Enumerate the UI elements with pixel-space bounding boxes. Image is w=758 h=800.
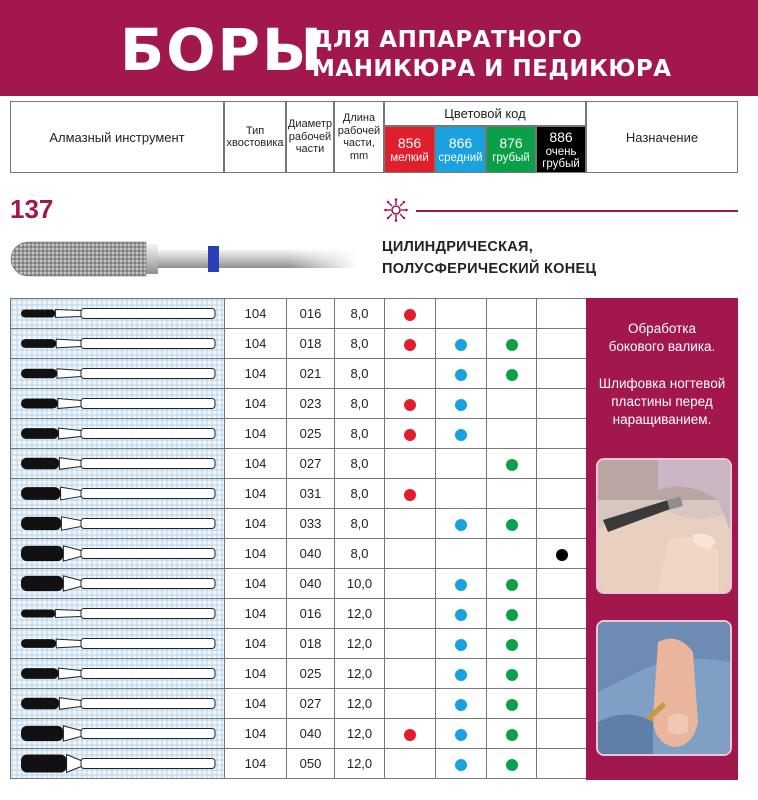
bur-neck [55, 310, 81, 318]
page-subtitle [312, 26, 672, 84]
bur-head [21, 546, 63, 561]
pedicure-photo [596, 620, 732, 756]
length-cell: 8,0 [335, 359, 385, 389]
table-row [11, 599, 587, 629]
bur-head [21, 754, 67, 772]
bur-shaft [81, 399, 215, 409]
purpose-text-2: Шлифовка ногтевой пластины перед наращиванием. [598, 376, 726, 427]
bur-shaft [81, 609, 215, 619]
table-row [11, 569, 587, 599]
grit-dot [404, 429, 416, 441]
bur-neck [58, 398, 81, 408]
bur-drawing [11, 719, 223, 748]
header-instrument [10, 101, 224, 173]
grit-cell-886 [537, 359, 587, 389]
bur-drawing-cell [11, 329, 225, 359]
shank-cell: 104 [225, 689, 287, 719]
table-row [11, 359, 587, 389]
table-row [11, 299, 587, 329]
grit-cell-866 [436, 449, 487, 479]
grit-dot [455, 339, 467, 351]
product-name-line-1: ЦИЛИНДРИЧЕСКАЯ, [382, 239, 534, 255]
bur-shaft [81, 729, 215, 739]
header-length-label: Длина рабочей части, mm [337, 112, 381, 162]
grit-cell-876 [487, 509, 537, 539]
grit-dot [455, 609, 467, 621]
bur-shaft [81, 669, 215, 679]
grit-cell-856 [385, 629, 436, 659]
grit-cell-856 [385, 689, 436, 719]
shank-cell: 104 [225, 719, 287, 749]
header-length [334, 101, 384, 173]
bur-head [21, 487, 61, 500]
grit-cell-856 [385, 299, 436, 329]
grit-cell-876 [487, 599, 537, 629]
table-row [11, 509, 587, 539]
grit-cell-876 [487, 419, 537, 449]
grit-dot [455, 729, 467, 741]
diameter-cell: 023 [287, 389, 335, 419]
bur-table-body [11, 299, 587, 779]
grit-cell-866 [436, 329, 487, 359]
bur-drawing [11, 449, 223, 478]
length-cell: 12,0 [335, 689, 385, 719]
table-row [11, 629, 587, 659]
product-number: 137 [10, 194, 54, 224]
grit-cell-866 [436, 659, 487, 689]
bur-head [21, 458, 59, 470]
grit-dot [404, 309, 416, 321]
bur-drawing [11, 479, 223, 508]
bur-drawing [11, 539, 223, 568]
bur-image [8, 232, 358, 286]
subtitle-line-1: ДЛЯ АППАРАТНОГО [312, 27, 583, 53]
grit-cell-876 [487, 749, 537, 779]
length-cell: 12,0 [335, 719, 385, 749]
color-code-name: очень грубый [542, 146, 580, 170]
grit-cell-876 [487, 329, 537, 359]
bur-drawing [11, 569, 223, 598]
grit-cell-876 [487, 689, 537, 719]
grit-cell-876 [487, 389, 537, 419]
bur-neck [55, 610, 81, 618]
grit-cell-876 [487, 449, 537, 479]
bur-head [21, 668, 59, 679]
bur-head [21, 428, 59, 439]
diameter-cell: 050 [287, 749, 335, 779]
bur-neck [63, 726, 81, 741]
grit-cell-886 [537, 749, 587, 779]
header-instrument-label: Алмазный инструмент [49, 129, 185, 145]
bur-shaft [81, 759, 215, 769]
diameter-cell: 040 [287, 569, 335, 599]
grit-cell-856 [385, 539, 436, 569]
table-row [11, 479, 587, 509]
grit-cell-866 [436, 629, 487, 659]
grit-cell-886 [537, 419, 587, 449]
product-name-line-2: ПОЛУСФЕРИЧЕСКИЙ КОНЕЦ [382, 261, 597, 277]
bur-drawing [11, 419, 223, 448]
diameter-cell: 025 [287, 659, 335, 689]
bur-drawing [11, 749, 223, 778]
shank-cell: 104 [225, 539, 287, 569]
grit-cell-886 [537, 449, 587, 479]
grit-cell-876 [487, 359, 537, 389]
bur-head [21, 726, 63, 741]
bur-drawing-cell [11, 359, 225, 389]
bur-head [21, 698, 59, 710]
shank-cell: 104 [225, 569, 287, 599]
bur-neck [63, 546, 81, 561]
grit-cell-876 [487, 629, 537, 659]
table-row [11, 719, 587, 749]
grit-cell-886 [537, 599, 587, 629]
grit-cell-886 [537, 629, 587, 659]
grit-cell-866 [436, 539, 487, 569]
grit-cell-886 [537, 689, 587, 719]
grit-cell-866 [436, 689, 487, 719]
table-row [11, 659, 587, 689]
color-code-name: средний [438, 152, 483, 164]
grit-dot [506, 609, 518, 621]
grit-dot [455, 429, 467, 441]
grit-cell-876 [487, 299, 537, 329]
shank-cell: 104 [225, 749, 287, 779]
diameter-cell: 031 [287, 479, 335, 509]
bur-neck [63, 576, 81, 591]
bur-shaft [81, 339, 215, 349]
subtitle-line-2: МАНИКЮРА И ПЕДИКЮРА [312, 56, 672, 82]
length-cell: 8,0 [335, 449, 385, 479]
grit-cell-856 [385, 419, 436, 449]
grit-dot [556, 549, 568, 561]
shank-cell: 104 [225, 449, 287, 479]
length-cell: 8,0 [335, 539, 385, 569]
divider-line [416, 210, 738, 212]
bur-neck [59, 668, 81, 679]
shank-cell: 104 [225, 479, 287, 509]
bur-drawing [11, 629, 223, 658]
bur-neck [59, 458, 81, 470]
bur-head [21, 639, 56, 648]
bur-drawing [11, 389, 223, 418]
grit-dot [455, 699, 467, 711]
shank-cell: 104 [225, 659, 287, 689]
bur-drawing [11, 659, 223, 688]
grit-cell-866 [436, 479, 487, 509]
shank-cell: 104 [225, 599, 287, 629]
grit-dot [506, 699, 518, 711]
bur-shaft [81, 699, 215, 709]
length-cell: 8,0 [335, 389, 385, 419]
snowflake-icon [384, 198, 408, 222]
bur-neck [67, 754, 81, 772]
grit-dot [455, 669, 467, 681]
grit-cell-886 [537, 659, 587, 689]
color-code-value: 886 [549, 129, 573, 145]
bur-drawing-cell [11, 659, 225, 689]
bur-drawing [11, 509, 223, 538]
shank-cell: 104 [225, 509, 287, 539]
length-cell: 10,0 [335, 569, 385, 599]
header-diameter-label: Диаметр рабочей части [287, 118, 333, 156]
diameter-cell: 027 [287, 449, 335, 479]
grit-dot [404, 339, 416, 351]
shank-cell: 104 [225, 359, 287, 389]
grit-cell-876 [487, 479, 537, 509]
bur-head [21, 610, 55, 618]
purpose-panel [586, 298, 738, 780]
diameter-cell: 025 [287, 419, 335, 449]
table-row [11, 419, 587, 449]
table-row [11, 689, 587, 719]
bur-drawing-cell [11, 629, 225, 659]
bur-shaft [81, 579, 215, 589]
bur-drawing [11, 689, 223, 718]
table-row [11, 449, 587, 479]
bur-drawing-cell [11, 509, 225, 539]
grit-cell-856 [385, 359, 436, 389]
length-cell: 12,0 [335, 659, 385, 689]
manicure-photo [596, 458, 732, 594]
bur-neck [59, 698, 81, 710]
color-code-866 [435, 126, 486, 173]
grit-dot [455, 519, 467, 531]
length-cell: 12,0 [335, 749, 385, 779]
diameter-cell: 033 [287, 509, 335, 539]
grit-cell-866 [436, 749, 487, 779]
bur-drawing-cell [11, 449, 225, 479]
color-code-name: грубый [492, 152, 530, 164]
shank-cell: 104 [225, 419, 287, 449]
grit-cell-876 [487, 659, 537, 689]
bur-shaft [81, 459, 215, 469]
color-code-886 [536, 126, 586, 173]
bur-head [21, 398, 58, 408]
diameter-cell: 027 [287, 689, 335, 719]
grit-dot [455, 639, 467, 651]
diameter-cell: 018 [287, 629, 335, 659]
header-shank-label: Тип хвостовика [226, 124, 284, 149]
grit-cell-886 [537, 389, 587, 419]
length-cell: 12,0 [335, 629, 385, 659]
product-name [382, 236, 596, 280]
diameter-cell: 040 [287, 719, 335, 749]
bur-table [10, 298, 587, 779]
bur-drawing-cell [11, 299, 225, 329]
grit-dot [506, 639, 518, 651]
bur-neck [56, 339, 81, 348]
bur-neck [61, 517, 81, 530]
length-cell: 8,0 [335, 329, 385, 359]
color-code-876 [486, 126, 536, 173]
bur-shaft [81, 369, 215, 379]
diameter-cell: 040 [287, 539, 335, 569]
grit-dot [506, 759, 518, 771]
bur-shaft [81, 549, 215, 559]
grit-dot [404, 489, 416, 501]
color-code-value: 856 [397, 135, 422, 151]
bur-head [21, 339, 56, 348]
length-cell: 8,0 [335, 509, 385, 539]
bur-drawing [11, 329, 223, 358]
bur-drawing [11, 299, 223, 328]
grit-cell-856 [385, 659, 436, 689]
grit-dot [506, 669, 518, 681]
grit-dot [455, 579, 467, 591]
grit-dot [506, 729, 518, 741]
grit-cell-856 [385, 719, 436, 749]
page-title: БОРЫ [120, 16, 325, 84]
bur-head [21, 369, 57, 378]
grit-cell-876 [487, 569, 537, 599]
bur-drawing-cell [11, 719, 225, 749]
grit-dot [404, 729, 416, 741]
grit-cell-886 [537, 509, 587, 539]
header-color-code [384, 101, 586, 126]
header-purpose [586, 101, 738, 173]
grit-dot [506, 579, 518, 591]
diameter-cell: 016 [287, 299, 335, 329]
grit-cell-856 [385, 389, 436, 419]
grit-dot [455, 369, 467, 381]
grit-cell-886 [537, 329, 587, 359]
grit-dot [506, 369, 518, 381]
grit-dot [455, 759, 467, 771]
table-row [11, 389, 587, 419]
header-color-code-label: Цветовой код [444, 106, 526, 121]
color-code-856 [384, 126, 435, 173]
table-row [11, 539, 587, 569]
length-cell: 12,0 [335, 599, 385, 629]
shank-cell: 104 [225, 299, 287, 329]
grit-cell-856 [385, 509, 436, 539]
diameter-cell: 021 [287, 359, 335, 389]
bur-drawing [11, 359, 223, 388]
grit-dot [506, 339, 518, 351]
header-shank-type [224, 101, 286, 173]
bur-drawing-cell [11, 569, 225, 599]
header-purpose-label: Назначение [625, 129, 699, 145]
length-cell: 8,0 [335, 299, 385, 329]
grit-cell-856 [385, 749, 436, 779]
length-cell: 8,0 [335, 419, 385, 449]
header-diameter [286, 101, 334, 173]
grit-cell-866 [436, 719, 487, 749]
diameter-cell: 018 [287, 329, 335, 359]
grit-cell-856 [385, 569, 436, 599]
grit-cell-886 [537, 479, 587, 509]
purpose-text-1: Обработка бокового валика. [608, 321, 716, 354]
bur-drawing-cell [11, 749, 225, 779]
table-row [11, 749, 587, 779]
grit-cell-866 [436, 599, 487, 629]
length-cell: 8,0 [335, 479, 385, 509]
bur-drawing-cell [11, 599, 225, 629]
bur-head [21, 517, 61, 530]
table-row [11, 329, 587, 359]
grit-cell-856 [385, 599, 436, 629]
grit-cell-876 [487, 539, 537, 569]
grit-dot [404, 399, 416, 411]
title-banner [0, 0, 758, 96]
bur-head [21, 310, 55, 318]
bur-drawing [11, 599, 223, 628]
bur-drawing-cell [11, 389, 225, 419]
grit-cell-886 [537, 539, 587, 569]
shank-cell: 104 [225, 389, 287, 419]
grit-cell-886 [537, 299, 587, 329]
grit-cell-886 [537, 719, 587, 749]
color-code-value: 876 [499, 135, 523, 151]
diameter-cell: 016 [287, 599, 335, 629]
bur-neck [57, 369, 81, 378]
grit-dot [455, 399, 467, 411]
grit-cell-886 [537, 569, 587, 599]
color-code-name: мелкий [390, 152, 429, 164]
bur-neck [59, 428, 81, 439]
grit-dot [506, 459, 518, 471]
bur-shaft [81, 489, 215, 499]
bur-drawing-cell [11, 689, 225, 719]
bur-head [21, 576, 63, 591]
bur-shaft [81, 639, 215, 649]
bur-drawing-cell [11, 419, 225, 449]
bur-drawing-cell [11, 479, 225, 509]
bur-shaft [81, 309, 215, 319]
grit-cell-866 [436, 389, 487, 419]
bur-shaft [81, 519, 215, 529]
shank-cell: 104 [225, 629, 287, 659]
bur-neck [56, 639, 81, 648]
grit-cell-856 [385, 329, 436, 359]
grit-cell-866 [436, 569, 487, 599]
grit-cell-866 [436, 509, 487, 539]
grit-dot [506, 519, 518, 531]
color-code-value: 866 [448, 135, 473, 151]
grit-cell-866 [436, 419, 487, 449]
grit-cell-856 [385, 479, 436, 509]
bur-shaft [81, 429, 215, 439]
bur-drawing-cell [11, 539, 225, 569]
grit-cell-866 [436, 359, 487, 389]
grit-cell-866 [436, 299, 487, 329]
grit-cell-856 [385, 449, 436, 479]
shank-cell: 104 [225, 329, 287, 359]
grit-cell-876 [487, 719, 537, 749]
bur-neck [61, 487, 81, 500]
